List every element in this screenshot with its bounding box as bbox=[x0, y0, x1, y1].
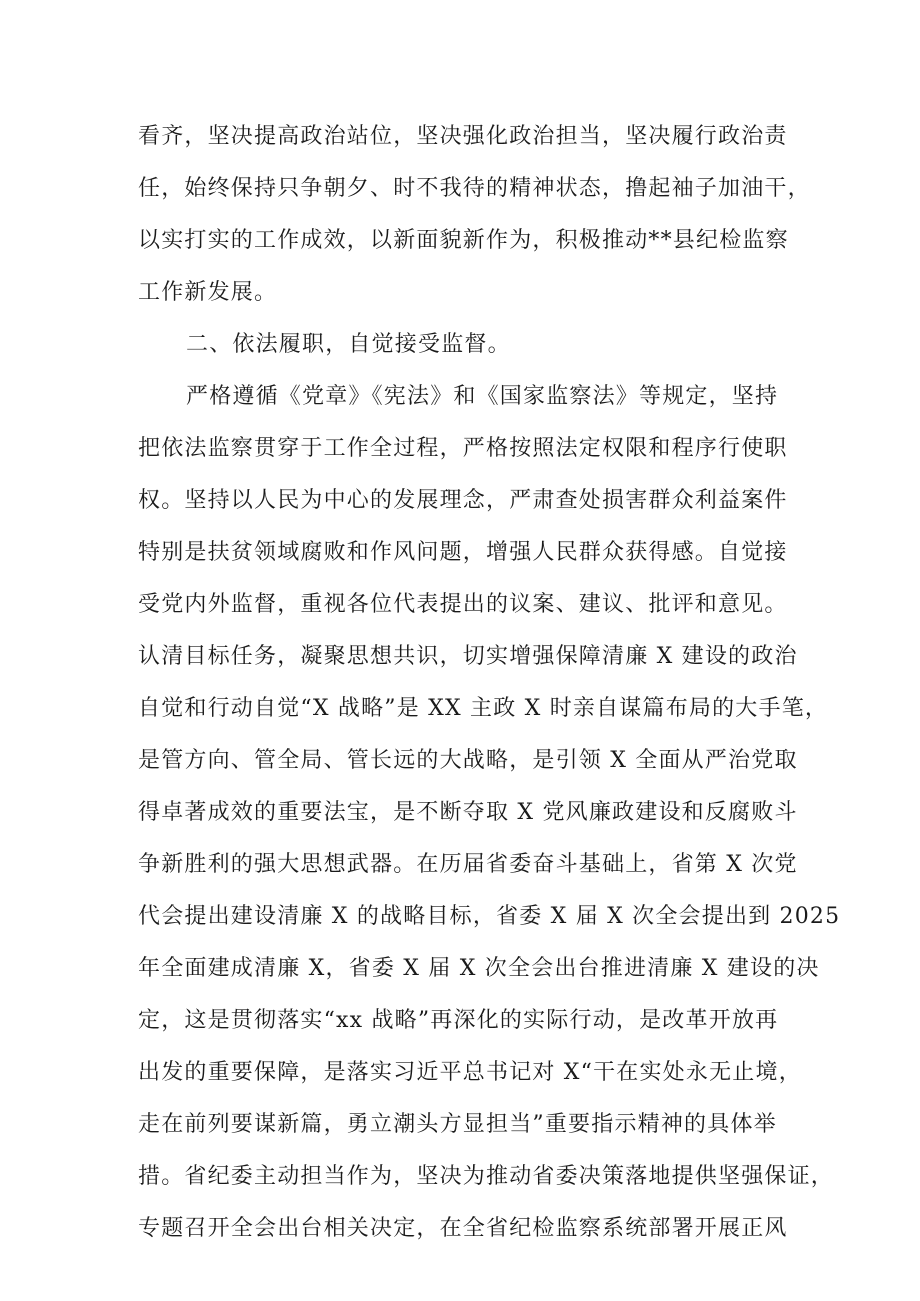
text-line: 代会提出建设清廉 X 的战略目标，省委 X 届 X 次全会提出到 2025 bbox=[138, 904, 841, 929]
text-line: 出发的重要保障，是落实习近平总书记对 X“干在实处永无止境， bbox=[138, 1060, 802, 1085]
text-line: 定，这是贯彻落实“xx 战略”再深化的实际行动，是改革开放再 bbox=[138, 1008, 779, 1033]
text-line: 看齐，坚决提高政治站位，坚决强化政治担当，坚决履行政治责 bbox=[138, 124, 788, 149]
text-line: 专题召开全会出台相关决定，在全省纪检监察系统部署开展正风 bbox=[138, 1216, 788, 1241]
text-line: 自觉和行动自觉“X 战略”是 XX 主政 X 时亲自谋篇布局的大手笔， bbox=[138, 696, 829, 721]
text-line: 争新胜利的强大思想武器。在历届省委奋斗基础上，省第 X 次党 bbox=[138, 852, 798, 877]
text-line: 走在前列要谋新篇，勇立潮头方显担当”重要指示精神的具体举 bbox=[138, 1112, 777, 1137]
text-line: 严格遵循《党章》《宪法》和《国家监察法》等规定，坚持 bbox=[186, 384, 779, 409]
text-line: 措。省纪委主动担当作为，坚决为推动省委决策落地提供坚强保证， bbox=[138, 1164, 835, 1189]
text-line: 是管方向、管全局、管长远的大战略，是引领 X 全面从严治党取 bbox=[138, 748, 798, 773]
text-line: 年全面建成清廉 X，省委 X 届 X 次全会出台推进清廉 X 建设的决 bbox=[138, 956, 820, 981]
text-line: 把依法监察贯穿于工作全过程，严格按照法定权限和程序行使职 bbox=[138, 436, 788, 461]
text-line: 得卓著成效的重要法宝，是不断夺取 X 党风廉政建设和反腐败斗 bbox=[138, 800, 798, 825]
text-line: 受党内外监督，重视各位代表提出的议案、建议、批评和意见。 bbox=[138, 592, 788, 617]
text-line: 工作新发展。 bbox=[138, 280, 278, 305]
text-line: 以实打实的工作成效，以新面貌新作为，积极推动**县纪检监察 bbox=[138, 228, 789, 253]
text-line: 权。坚持以人民为中心的发展理念，严肃查处损害群众利益案件 bbox=[138, 488, 788, 513]
section-heading: 二、依法履职，自觉接受监督。 bbox=[186, 332, 511, 357]
text-line: 特别是扶贫领域腐败和作风问题，增强人民群众获得感。自觉接 bbox=[138, 540, 788, 565]
text-line: 认清目标任务，凝聚思想共识，切实增强保障清廉 X 建设的政治 bbox=[138, 644, 798, 669]
text-line: 任，始终保持只争朝夕、时不我待的精神状态，撸起袖子加油干， bbox=[138, 176, 811, 201]
